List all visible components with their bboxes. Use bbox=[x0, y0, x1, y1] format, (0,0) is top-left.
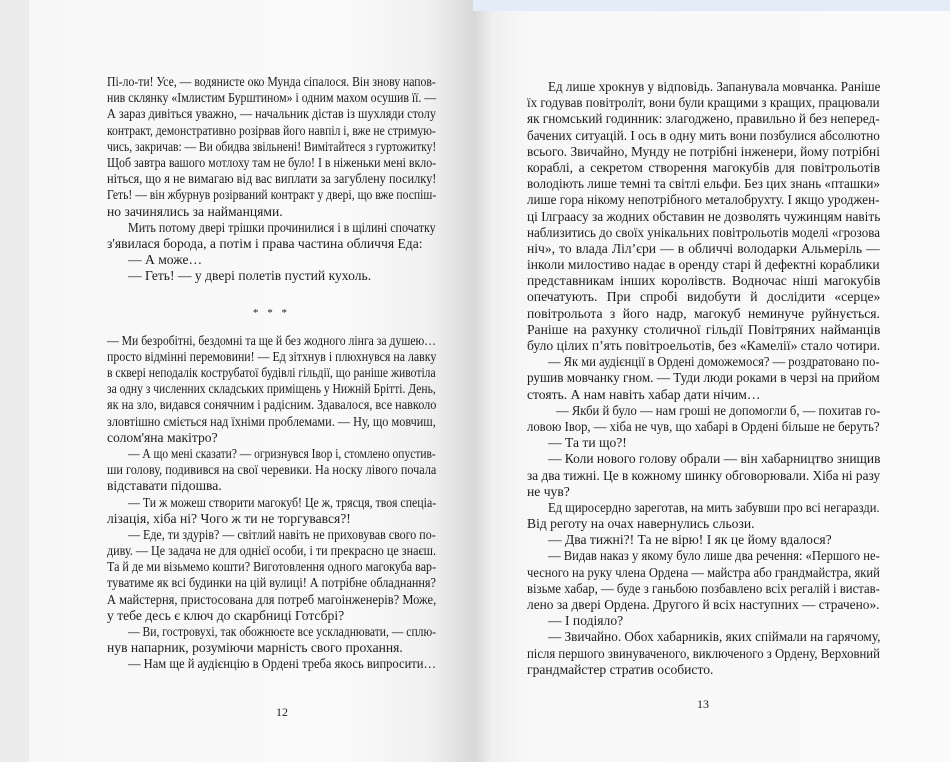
text-line bbox=[527, 646, 880, 662]
line-text: Геть! — він жбурнув розірваний контракт у двері, що вже поспіш- bbox=[107, 187, 437, 203]
text-line bbox=[107, 462, 436, 478]
text-line bbox=[527, 451, 880, 467]
text-line bbox=[527, 225, 880, 241]
text-line bbox=[107, 74, 436, 90]
line-text: * * * bbox=[253, 307, 290, 320]
line-text: повітрольота з його надр, магокуб неминуче руйнується. bbox=[527, 305, 880, 321]
line-text: ши голову, подивився на свої черевики. На носку лівого почала bbox=[107, 462, 437, 478]
line-text: — Ми безробітні, бездомні та ще й без жодного лінга за душею… bbox=[107, 332, 437, 348]
line-text: Ед лише хрокнув у відповідь. Запанувала мовчанка. Раніше bbox=[548, 79, 881, 94]
text-line bbox=[527, 160, 880, 176]
text-line bbox=[527, 128, 880, 144]
text-line bbox=[107, 478, 436, 494]
line-text: ці Ілграасу за жодних обставин не дозволять чужинцям навіть bbox=[527, 208, 881, 224]
text-line bbox=[527, 209, 880, 225]
text-line bbox=[527, 354, 880, 370]
text-line bbox=[527, 581, 880, 597]
text-line bbox=[527, 306, 880, 322]
line-text: но зачинялись за найманцями. bbox=[107, 203, 283, 219]
line-text: не чув? bbox=[527, 483, 570, 499]
text-line bbox=[527, 403, 880, 419]
text-line bbox=[527, 500, 880, 516]
text-line bbox=[107, 123, 436, 139]
section-separator bbox=[107, 305, 436, 321]
line-text: ніч», то влада Лілʼєри — в обличчі володарки Альмеріль — bbox=[527, 240, 880, 256]
line-text: — А що мені сказати? — огризнувся Івор і, стомлено опустив- bbox=[128, 445, 436, 461]
line-text: за два тижні. Це в кожному шинку обговорювали. Хіба ні разу bbox=[527, 467, 881, 483]
text-line bbox=[527, 548, 880, 564]
text-line bbox=[527, 338, 880, 354]
line-text: лено за двері Ордена. Другого й всіх наступних — страчено». bbox=[527, 597, 880, 612]
text-line bbox=[527, 597, 880, 613]
text-line bbox=[107, 624, 436, 640]
text-line bbox=[107, 446, 436, 462]
line-text: нив склянку «Імлистим Бурштином» і одним махом осушив її. — bbox=[107, 90, 437, 106]
line-text: було цілих пʼять повітроельотів, без «Камелії» стало чотири. bbox=[527, 338, 881, 353]
line-text: ловою Івор, — хіба не чув, що хабарі в Ордені більше не беруть? bbox=[527, 418, 880, 434]
text-line bbox=[107, 381, 436, 397]
text-line bbox=[107, 640, 436, 656]
text-line bbox=[107, 495, 436, 511]
line-text: — Ти ж можеш створити магокуб! Це ж, трясця, твоя спеціа- bbox=[128, 494, 437, 510]
text-line bbox=[527, 370, 880, 386]
line-text: чись, закричав: — Ви обидва звільнені! Вимітайтеся з гуртожитку! bbox=[107, 138, 437, 154]
line-text: Від реготу на очах навернулись сльози. bbox=[527, 516, 755, 532]
line-text: інколи милостиво надає в оренду старі й дефектні кораблики bbox=[527, 257, 880, 273]
text-line bbox=[527, 111, 880, 127]
line-text: з'явилася борода, а потім і права частина обличчя Еда: bbox=[107, 235, 423, 251]
text-line bbox=[107, 139, 436, 155]
line-text: контракт, демонстративно розірвав його навпіл і, вже не стримую- bbox=[107, 122, 436, 138]
page-number-right: 13 bbox=[697, 697, 709, 711]
text-line bbox=[107, 106, 436, 122]
line-text: лізація, хіба ні? Чого ж ти не торгувався?! bbox=[107, 510, 351, 526]
text-line bbox=[527, 613, 880, 629]
text-line bbox=[107, 559, 436, 575]
line-text: кораблі, а секретом створення магокубів для повітрольотів bbox=[527, 159, 880, 175]
line-text: — А може… bbox=[128, 252, 203, 268]
text-line bbox=[107, 511, 436, 527]
text-line bbox=[107, 592, 436, 608]
line-text: Та й де ми візьмемо кошти? Виготовлення одного магокуба вар- bbox=[107, 559, 437, 575]
line-text: володіють лише темні та світлі ельфи. Без цих знань «пташки» bbox=[527, 176, 880, 192]
line-text: лише гора нікому непотрібного металобрухту. І якщо уроджен- bbox=[527, 192, 880, 208]
line-text: рушив мовчанку гном. — Туди люди роками в черзі на прийом bbox=[527, 370, 880, 386]
text-line bbox=[527, 192, 880, 208]
text-line bbox=[527, 387, 880, 403]
text-line bbox=[527, 289, 880, 305]
text-line bbox=[527, 565, 880, 581]
text-line bbox=[107, 414, 436, 430]
text-line bbox=[527, 629, 880, 645]
line-text: Щоб завтра вашого мотлоху там не було! І в ніженьки мені вкло- bbox=[107, 154, 437, 170]
line-text: зловтішно сміється над їхніми проблемами. — Ну, що мовчиш, bbox=[107, 413, 436, 429]
line-text: стоять. А нам навіть хабар дати нічим… bbox=[527, 386, 761, 402]
text-line bbox=[527, 468, 880, 484]
line-text: за одну з численних складських приміщень у Нижній Брітті. День, bbox=[107, 381, 436, 397]
line-text: Мить потому двері трішки прочинилися і в щілині спочатку bbox=[128, 219, 436, 235]
line-text: — Два тижні?! Та не вірю! І як це йому вдалося? bbox=[548, 532, 832, 548]
line-text: представникам інших королівств. Водночас ніші магокубів bbox=[527, 273, 881, 289]
line-text: просто відмінні перемовини! — Ед зітхнув і плюхнувся на лавку bbox=[107, 348, 437, 364]
line-text: туватиме як всі будинки на цій вулиці! А потрібне обладнання? bbox=[107, 575, 436, 591]
line-text: наблизитись до своїх унікальних повітрольотів моделі «грозова bbox=[527, 224, 880, 240]
text-line bbox=[527, 95, 880, 111]
line-text: А майстерня, пристосована для потреб магоінженерів? Може, bbox=[107, 591, 437, 607]
text-line bbox=[107, 575, 436, 591]
text-line bbox=[107, 365, 436, 381]
line-text: — Якби й було — нам гроші не допомогли б, — похитав го- bbox=[556, 402, 881, 418]
text-line bbox=[527, 516, 880, 532]
text-line bbox=[527, 532, 880, 548]
line-text: солом'яна макітро? bbox=[107, 429, 218, 445]
line-text: як на зло, видався сонячним і радісним. Здавалося, все навколо bbox=[107, 397, 437, 413]
text-line bbox=[107, 543, 436, 559]
line-text: опечатують. При спробі видобути й дослідити «серце» bbox=[527, 289, 881, 305]
line-text: чесного на руку члена Ордена — майстра або грандмайстра, який bbox=[527, 564, 880, 580]
line-text: у тебе десь є ключ до скарбниці Готсбрі? bbox=[107, 607, 345, 623]
text-line bbox=[527, 241, 880, 257]
line-text: — Звичайно. Обох хабарників, яких спіймали на гарячому, bbox=[548, 629, 881, 645]
line-text: диву. — Це задача не для однієї особи, і ти прекрасно це знаєш. bbox=[107, 543, 437, 559]
text-line bbox=[107, 90, 436, 106]
line-text: А зараз дивіться уважно, — начальник дістав із шухляди столу bbox=[107, 106, 436, 122]
line-text: — Та ти що?! bbox=[548, 435, 627, 451]
text-line bbox=[107, 252, 436, 268]
text-line bbox=[527, 662, 880, 678]
text-line bbox=[527, 257, 880, 273]
text-line bbox=[107, 187, 436, 203]
line-text: — Нам ще й аудієнцію в Ордені треба якось випросити… bbox=[128, 656, 436, 672]
text-line bbox=[107, 268, 436, 284]
line-text: Пі-ло-ти! Усе, — водянисте око Мунда сіпалося. Він знову напов- bbox=[107, 74, 436, 89]
text-line bbox=[527, 79, 880, 95]
text-line bbox=[527, 322, 880, 338]
line-text: — Еде, ти здурів? — світлий навіть не приховував свого по- bbox=[128, 526, 436, 542]
line-text: нув напарник, розуміючи марність свого прохання. bbox=[107, 640, 403, 656]
text-line bbox=[107, 349, 436, 365]
text-line bbox=[527, 484, 880, 500]
line-text: Раніше на рахунку столичної гільдії Повітряних найманців bbox=[527, 321, 881, 337]
text-line bbox=[107, 397, 436, 413]
line-text: відставати підошва. bbox=[107, 478, 222, 494]
line-text: — Ви, гостровухі, так обожнюєте все ускладнювати, — сплю- bbox=[128, 624, 436, 639]
line-text: як гномський годинник: злагоджено, правильно й без неперед- bbox=[527, 111, 880, 127]
text-line bbox=[527, 435, 880, 451]
text-line bbox=[107, 527, 436, 543]
line-text: їх годував повітроліт, вони були кращими з кращих, працювали bbox=[527, 95, 880, 111]
line-text: візьме хабар, — буде з ганьбою позбавлено всіх регалій і вистав- bbox=[527, 580, 880, 596]
text-line bbox=[107, 220, 436, 236]
text-line bbox=[107, 608, 436, 624]
text-line bbox=[107, 333, 436, 349]
text-line bbox=[107, 656, 436, 672]
line-text: — Видав наказ у якому було лише два речення: «Першого не- bbox=[548, 548, 880, 564]
page-number-left: 12 bbox=[276, 705, 288, 719]
text-line bbox=[107, 204, 436, 220]
text-line bbox=[527, 419, 880, 435]
line-text: в сквері неподалік кострубатої будівлі гільдії, що раніше животіла bbox=[107, 365, 436, 380]
line-text: бачених ситуацій. І ось в одну мить вони позбулися абсолютно bbox=[527, 127, 880, 143]
line-text: грандмайстер стратив особисто. bbox=[527, 661, 714, 677]
line-text: ніться, що я не вимагаю від вас виплати за загублену посилку! bbox=[107, 171, 437, 187]
text-line bbox=[107, 430, 436, 446]
line-text: — Як ми аудієнції в Ордені доможемося? — роздратовано по- bbox=[548, 354, 880, 370]
text-line bbox=[107, 236, 436, 252]
text-line bbox=[107, 171, 436, 187]
line-text: Ед щиросердно зареготав, на мить забувши про всі негаразди. bbox=[548, 499, 880, 515]
right-page-text bbox=[527, 79, 880, 678]
text-line bbox=[107, 155, 436, 171]
line-text: — Коли нового голову обрали — він хабарництво знищив bbox=[548, 451, 881, 467]
text-line bbox=[527, 144, 880, 160]
left-page-text bbox=[107, 74, 436, 673]
line-text: — І подіяло? bbox=[548, 613, 624, 629]
text-line bbox=[527, 273, 880, 289]
line-text: всього. Звичайно, Мунду не потрібні інженери, йому потрібні bbox=[527, 143, 880, 159]
line-text: — Геть! — у двері полетів пустий кухоль. bbox=[128, 268, 372, 284]
text-line bbox=[527, 176, 880, 192]
line-text: після першого звинуваченого, виключеного з Ордену, Верховний bbox=[527, 645, 880, 661]
